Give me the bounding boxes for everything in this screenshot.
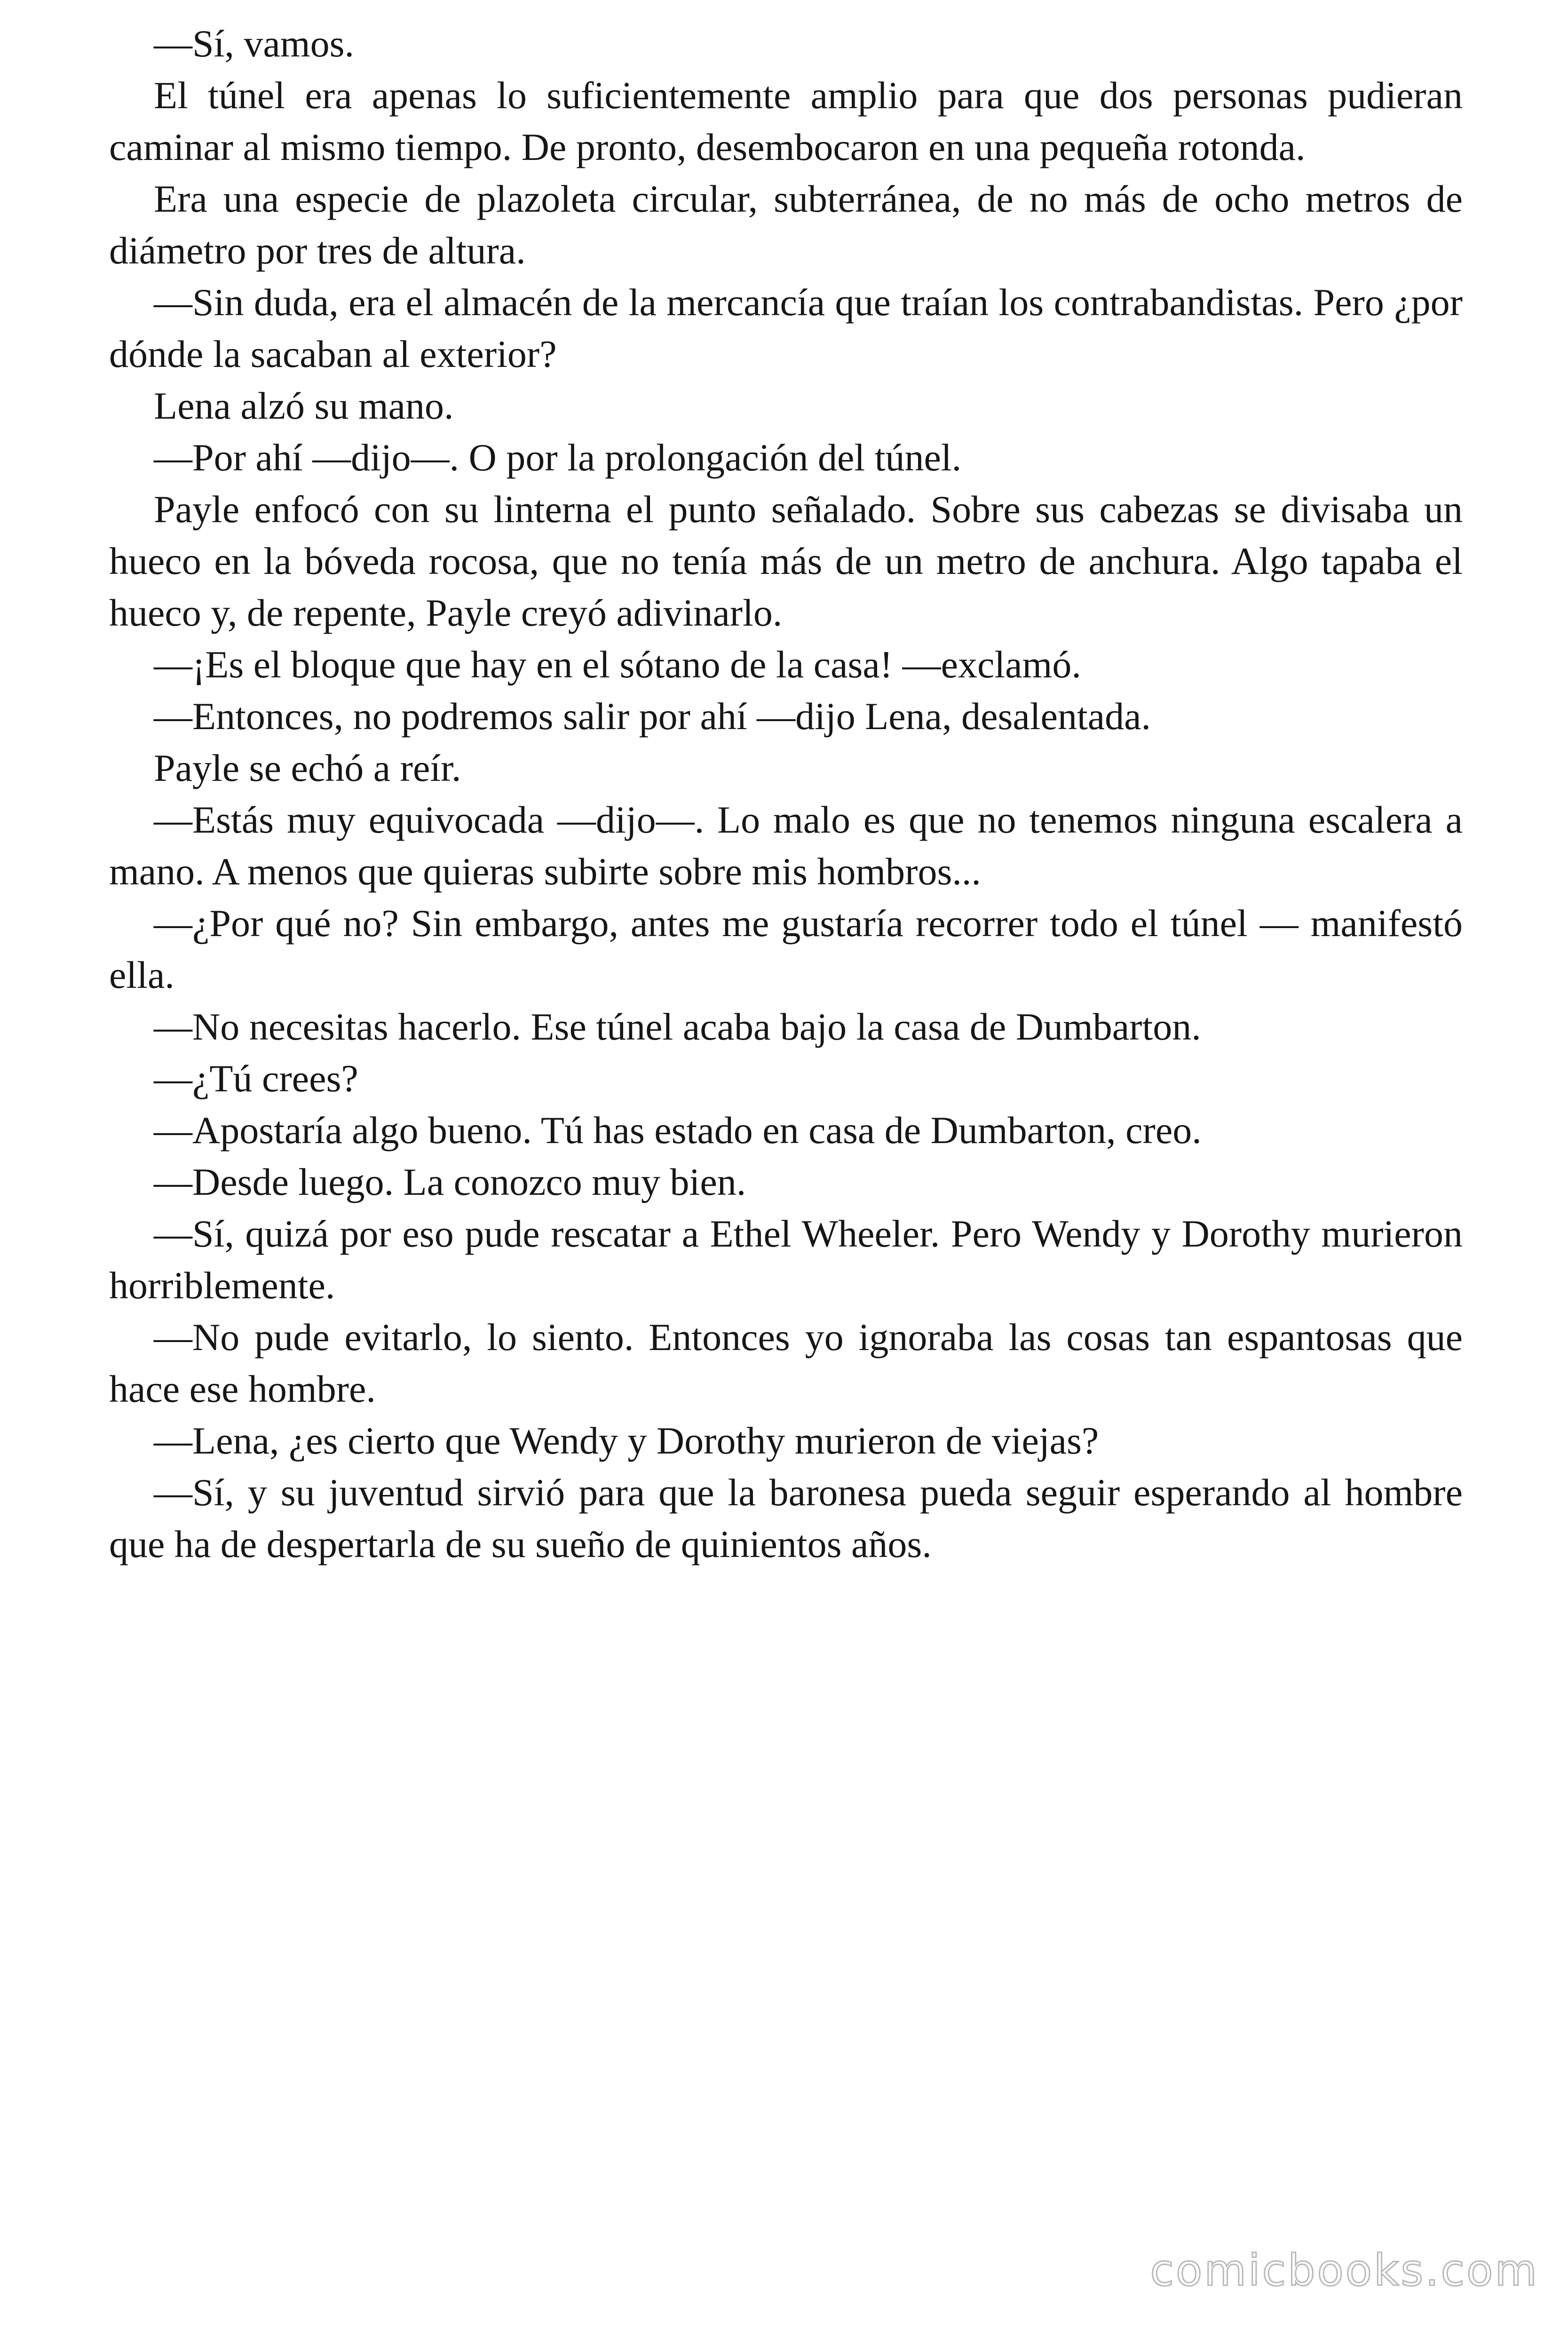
- paragraph: Payle se echó a reír.: [154, 747, 461, 789]
- document-body: [109, 18, 1463, 1570]
- paragraph: Era una especie de plazoleta circular, subterránea, de no más de ocho metros de diámetro por tres de altura.: [109, 177, 1463, 272]
- paragraph: —Sí, vamos.: [154, 22, 354, 65]
- watermark-logo: comicbooks.com: [1150, 2245, 1539, 2296]
- paragraph: —¿Por qué no? Sin embargo, antes me gustaría recorrer todo el túnel — manifestó ella.: [109, 902, 1463, 996]
- paragraph: —¡Es el bloque que hay en el sótano de la casa! —exclamó.: [154, 643, 1081, 686]
- paragraph: —Lena, ¿es cierto que Wendy y Dorothy murieron de viejas?: [154, 1419, 1099, 1462]
- paragraph: —No necesitas hacerlo. Ese túnel acaba bajo la casa de Dumbarton.: [154, 1005, 1201, 1048]
- paragraph: —¿Tú crees?: [154, 1057, 358, 1100]
- paragraph: —Sí, y su juventud sirvió para que la baronesa pueda seguir esperando al hombre que ha de despertarla de su sueño de quinientos años.: [109, 1471, 1463, 1565]
- paragraph: —No pude evitarlo, lo siento. Entonces yo ignoraba las cosas tan espantosas que hace ese hombre.: [109, 1316, 1463, 1410]
- paragraph: —Entonces, no podremos salir por ahí —dijo Lena, desalentada.: [154, 695, 1151, 738]
- paragraph: —Estás muy equivocada —dijo—. Lo malo es que no tenemos ninguna escalera a mano. A menos que quieras subirte sobre mis hombros...: [109, 798, 1463, 893]
- paragraph: —Sí, quizá por eso pude rescatar a Ethel Wheeler. Pero Wendy y Dorothy murieron horriblemente.: [109, 1212, 1463, 1307]
- paragraph: —Desde luego. La conozco muy bien.: [154, 1160, 746, 1203]
- paragraph: Payle enfocó con su linterna el punto señalado. Sobre sus cabezas se divisaba un hueco en la bóveda rocosa, que no tenía más de un metro de anchura. Algo tapaba el hueco y, de repente, Payle creyó adivinarlo.: [109, 488, 1463, 634]
- paragraph: El túnel era apenas lo suficientemente amplio para que dos personas pudieran caminar al mismo tiempo. De pronto, desembocaron en una pequeña rotonda.: [109, 74, 1463, 168]
- paragraph: —Apostaría algo bueno. Tú has estado en casa de Dumbarton, creo.: [154, 1109, 1202, 1152]
- paragraph: Lena alzó su mano.: [154, 384, 454, 427]
- paragraph: —Sin duda, era el almacén de la mercancía que traían los contrabandistas. Pero ¿por dónde la sacaban al exterior?: [109, 281, 1463, 375]
- paragraph: —Por ahí —dijo—. O por la prolongación del túnel.: [154, 436, 962, 479]
